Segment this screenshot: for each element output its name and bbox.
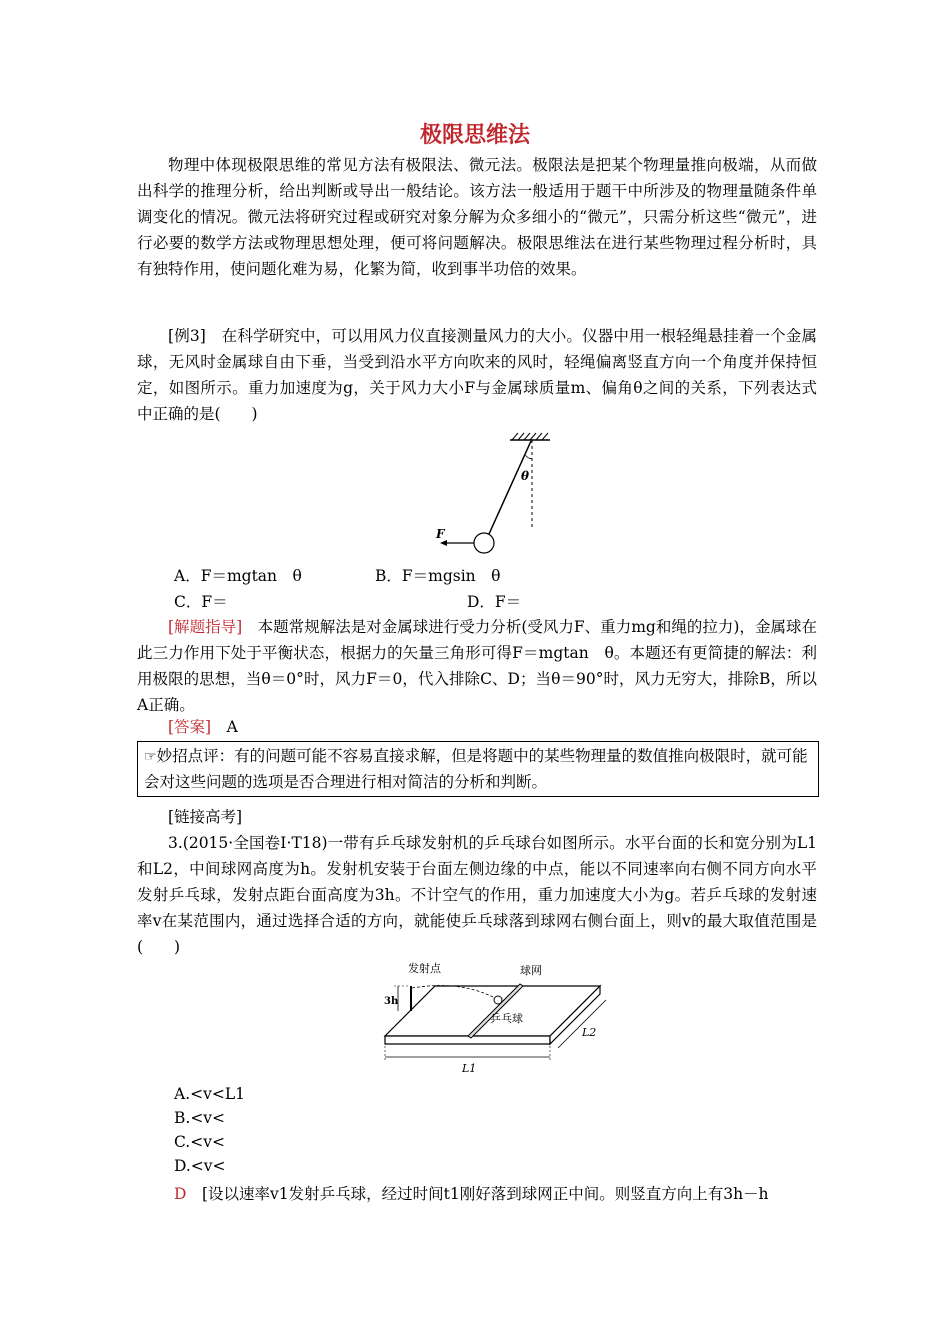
p3-option-b: B.<v< xyxy=(174,1109,226,1127)
option-d: D．F＝ xyxy=(467,593,522,611)
p3-option-a: A.<v<L1 xyxy=(174,1085,246,1103)
theta-label: θ xyxy=(521,469,530,483)
launch-point-label: 发射点 xyxy=(408,962,441,975)
answer-label: [答案] xyxy=(168,718,212,736)
intro-paragraph: 物理中体现极限思维的常见方法有极限法、微元法。极限法是把某个物理量推向极端，从而做出科学的推理分析，给出判断或导出一般结论。该方法一般适用于题干中所涉及的物理量随条件单调变化的情况。微元法将研究过程或研究对象分解为众多细小的“微元”，只需分析这些“微元”，进行必要的数学方法或物理思想处理，便可将问题解决。极限思维法在进行某些物理过程分析时，具有独特作用，使问题化难为易，化繁为简，收到事半功倍的效果。 xyxy=(137,156,817,278)
pingpong-table-figure xyxy=(380,958,610,1078)
width-label: L2 xyxy=(582,1026,597,1039)
solution-text: [设以速率v1发射乒乓球，经过时间t1刚好落到球网正中间。则竖直方向上有3h－h xyxy=(201,1185,769,1203)
tip-box xyxy=(137,741,819,797)
answer-line xyxy=(137,714,817,740)
problem3-paragraph: 3.(2015·全国卷Ⅰ·T18)一带有乒乓球发射机的乒乓球台如图所示。水平台面的长和宽分别为L1和L2，中间球网高度为h。发射机安装于台面左侧边缘的中点，能以不同速率向右侧不同方向水平发射乒乓球，发射点距台面高度为3h。不计空气的作用，重力加速度大小为g。若乒乓球的发射速率v在某范围内，通过选择合适的方向，就能使乒乓球落到球网右侧台面上，则v的最大取值范围是( ) xyxy=(137,834,817,956)
page-title: 极限思维法 xyxy=(419,123,530,148)
option-b: B．F＝mgsin θ xyxy=(375,567,501,585)
force-label: F xyxy=(436,527,445,541)
tip-text: 妙招点评：有的问题可能不容易直接求解，但是将题中的某些物理量的数值推向极限时，就可能会对这些问题的选项是否合理进行相对简洁的分析和判断。 xyxy=(144,747,808,791)
link-label: [链接高考] xyxy=(168,808,243,826)
option-a: A．F＝mgtan θ xyxy=(174,567,302,585)
answer-value: A xyxy=(226,718,238,736)
p3-option-d: D.<v< xyxy=(174,1157,226,1175)
height-label: 3h xyxy=(384,996,399,1007)
guide-paragraph xyxy=(137,614,817,718)
p3-option-c: C.<v< xyxy=(174,1133,225,1151)
guide-label: [解题指导] xyxy=(168,618,243,636)
example-label: [例3] xyxy=(168,327,206,345)
pointing-hand-icon: ☞ xyxy=(144,749,157,765)
net-label: 球网 xyxy=(520,964,542,977)
pendulum-figure xyxy=(430,430,550,560)
option-c: C．F＝ xyxy=(174,593,228,611)
guide-text: 本题常规解法是对金属球进行受力分析(受风力F、重力mg和绳的拉力)，金属球在此三力作用下处于平衡状态，根据力的矢量三角形可得F＝mgtan θ。本题还有更简捷的解法：利用极限的思想，当θ＝0°时，风力F＝0，代入排除C、D；当θ＝90°时，风力无穷大，排除B，所以A正确。 xyxy=(137,618,817,714)
ball-label: 乒乓球 xyxy=(490,1012,523,1025)
solution-paragraph xyxy=(137,1181,817,1207)
example-text: 在科学研究中，可以用风力仪直接测量风力的大小。仪器中用一根轻绳悬挂着一个金属球，无风时金属球自由下垂，当受到沿水平方向吹来的风时，轻绳偏离竖直方向一个角度并保持恒定，如图所示。重力加速度为g，关于风力大小F与金属球质量m、偏角θ之间的关系，下列表达式中正确的是( ) xyxy=(137,327,817,423)
length-label: L1 xyxy=(462,1062,477,1075)
solution-answer: D xyxy=(174,1185,187,1203)
example-paragraph xyxy=(137,323,817,427)
